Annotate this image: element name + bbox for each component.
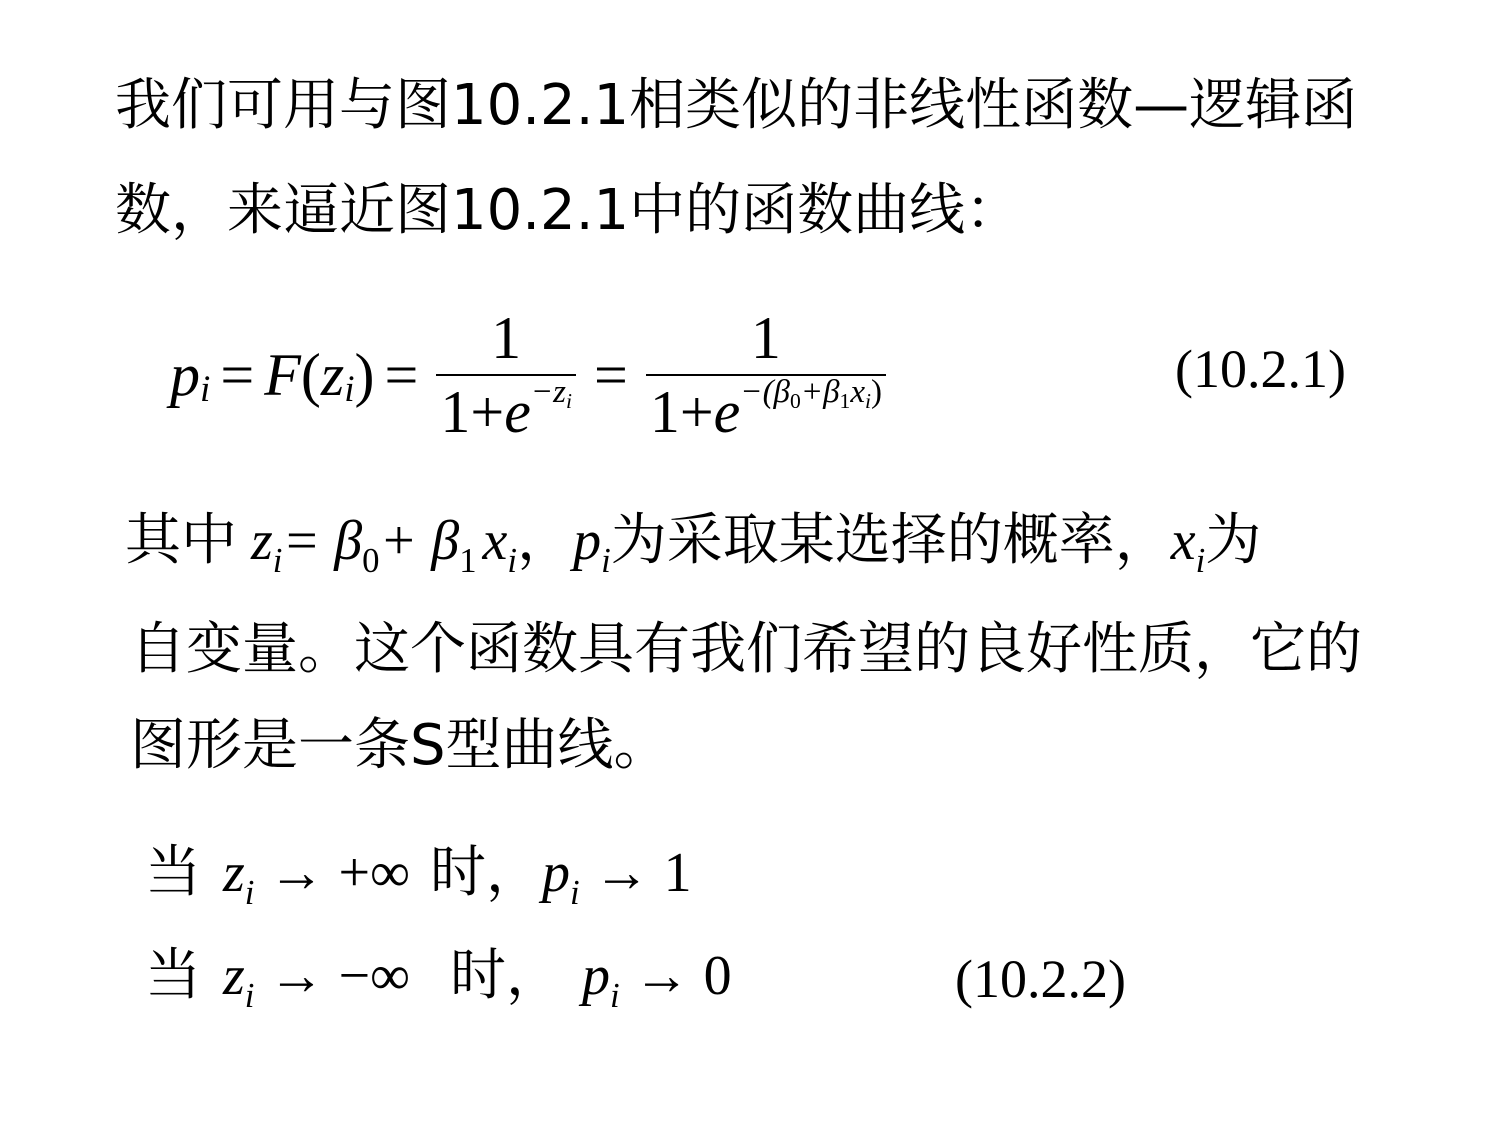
lim-z: z (223, 842, 245, 904)
fraction-2 (646, 305, 886, 445)
def-z: z (251, 510, 273, 572)
eq-F: F (264, 342, 301, 408)
arrow-to-one: → 1 (593, 842, 692, 904)
time-text: 时， (449, 943, 562, 1008)
comma: ， (517, 508, 574, 573)
den-e: e (713, 379, 741, 445)
arrow-neg-inf: → −∞ (268, 945, 410, 1007)
lim-sub-i: i (244, 976, 255, 1016)
def-x: x (482, 510, 508, 572)
lim-z: z (223, 945, 245, 1007)
den-exp-plus: +β (800, 374, 840, 411)
eq-equals: = (593, 342, 628, 408)
eq-sub-i: i (200, 368, 211, 410)
lim-p: p (581, 945, 610, 1007)
fraction-1 (436, 305, 576, 445)
def-sub-i: i (1195, 541, 1206, 581)
def-sub-i: i (601, 541, 611, 581)
def-x: x (1170, 510, 1196, 572)
p-description: 为采取某选择的概率， (610, 508, 1171, 573)
fraction-denominator (436, 374, 576, 445)
def-sub-i: i (272, 541, 283, 581)
x-description: 为 (1205, 508, 1262, 573)
paragraph-line-5: 图形是一条S型曲线。 (130, 713, 670, 778)
paragraph-line-2: 数，来逼近图10.2.1中的函数曲线： (115, 178, 1022, 243)
eq-sub-i: i (344, 368, 355, 410)
den-exp-close: ) (870, 374, 882, 411)
logistic-equation (170, 305, 894, 445)
fraction-numerator: 1 (750, 305, 781, 371)
den-exponent: −(β (740, 374, 790, 411)
fraction-numerator: 1 (491, 305, 522, 371)
def-sub-0: 0 (362, 541, 380, 581)
den-exponent: −z (530, 374, 566, 411)
limit-negative (145, 943, 732, 1016)
fraction-denominator (646, 374, 886, 445)
den-exp-zero: 0 (790, 389, 801, 414)
den-one-plus: 1+ (440, 379, 505, 445)
time-text: 时， (429, 840, 542, 905)
eq-equals: = (384, 342, 419, 408)
den-exp-one: 1 (839, 389, 851, 414)
den-one-plus: 1+ (649, 379, 714, 445)
when-text: 当 (145, 840, 201, 905)
eq-lparen: ( (300, 342, 321, 408)
den-exp-x: x (850, 374, 865, 411)
def-beta1: + β (379, 510, 460, 572)
eq-p: p (170, 342, 200, 408)
equation-number-1: (10.2.1) (1175, 339, 1346, 399)
limit-positive (145, 840, 692, 913)
eq-rparen: ) (354, 342, 375, 408)
lim-sub-i: i (569, 873, 580, 913)
paragraph-line-1: 我们可用与图10.2.1相类似的非线性函数—逻辑函 (115, 73, 1358, 138)
lim-p: p (541, 842, 570, 904)
when-text: 当 (145, 943, 201, 1008)
den-exp-sub-i: i (864, 389, 871, 414)
eq-equals: = (220, 342, 255, 408)
definition-line (125, 508, 1262, 581)
def-p: p (573, 510, 602, 572)
equation-number-2: (10.2.2) (955, 949, 1126, 1009)
def-sub-i: i (507, 541, 518, 581)
den-exponent-sub: i (565, 389, 572, 414)
arrow-pos-inf: → +∞ (268, 842, 410, 904)
prefix-text: 其中 (125, 508, 237, 573)
def-sub-1: 1 (459, 541, 477, 581)
den-e: e (504, 379, 531, 445)
arrow-to-zero: → 0 (633, 945, 732, 1007)
lim-sub-i: i (609, 976, 620, 1016)
paragraph-line-4: 自变量。这个函数具有我们希望的良好性质，它的 (130, 617, 1362, 682)
def-beta0: = β (282, 510, 363, 572)
eq-z: z (320, 342, 345, 408)
lim-sub-i: i (244, 873, 255, 913)
